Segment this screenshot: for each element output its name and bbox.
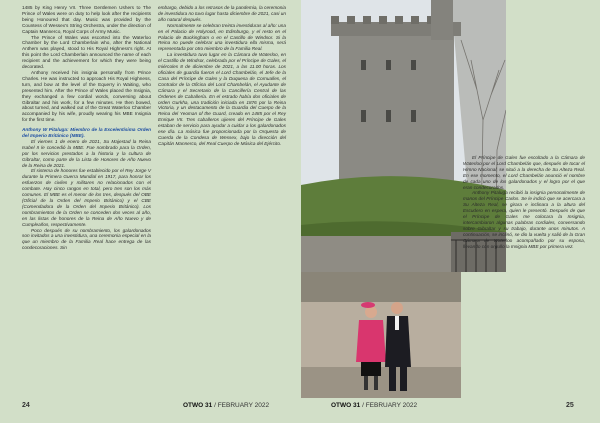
paragraph: El Príncipe de Gales fue escoltado a la Cámara de Waterloo por el Lord Chambelán que, después de tocar el Himno Nacional, se situó a la derecha de Su Alteza Real. En ese momento, el Lord Chambelán anunció el nombre de cada uno de los galardonados y el logro por el que eran condecorados. bbox=[463, 155, 585, 190]
left-column-1 bbox=[22, 5, 151, 251]
left-column-2 bbox=[158, 5, 286, 147]
couple-photo bbox=[301, 272, 461, 398]
paragraph: El sistema de honores fue establecido por el Rey Jorge V durante la Primera Guerra Mundial en 1917, para honrar los esfuerzos de civiles y militares no relacionados con el combate. Hay cinco rangos en total, pero tres son los más comunes. El MBE es el menor de los tres, después del OBE (Oficial de la Orden del Imperio Británico) y el CBE (Comendadora de la Orden del Imperio Británico). Los nombramientos de la Orden se conceden dos veces al año, en las listas de honores de la Reina de Año Nuevo y de Cumpleaños, respectivamente. bbox=[22, 168, 151, 227]
paragraph: Poco después de su nombramiento, los galardonados son invitados a una investidura, una ceremonia especial en la que un miembro de la Familia Real hace entrega de las condecoraciones. Sin bbox=[22, 227, 151, 251]
right-column bbox=[463, 155, 585, 250]
magazine-name: OTWO 31 bbox=[183, 402, 213, 409]
paragraph: Normalmente se celebran treinta investiduras al año: una en el Palacio de Holyrood, en Edimburgo, y el resto en el Palacio de Buckingham o en el Castillo de Windsor. Si la Reina no puede celebrar una investidura ella misma, será representada por otro miembro de la Familia Real. bbox=[158, 22, 286, 52]
footer-page-number-right: 25 bbox=[566, 402, 574, 409]
right-page bbox=[301, 0, 600, 423]
footer-magazine-left bbox=[183, 402, 269, 409]
paragraph: 1485 by King Henry VII. Three Gentlemen Ushers to The Prince of Wales were on duty to help look after the recipients being Honoured that day. Music was provided by the Countess of Wessex's String Orchestra, under the direction of Captain Mannerco, Royal Corps of Army Music. bbox=[22, 5, 151, 34]
paragraph: Anthony Pitaluga recibió la insignia personalmente de manos del Príncipe Carlos. Se le indicó que se acercara a Su Alteza Real, se girara e inclinara a la altura del Escudero en espera, quien le presentó. Después de que el Príncipe de Gales me colocara la Insignia, intercambiaron algunas palabras cordiales, conversando sobre Gibraltar y su trabajo, durante unos minutos. A continuación, se inclinó, se dio la vuelta y salió de la Gran Cámara de Waterloo acompañado por su esposa, llevando con orgullo la Insignia MBE por primera vez. bbox=[463, 190, 585, 249]
paragraph: The Prince of Wales was escorted into the Waterloo Chamber by the Lord Chamberlain who, after the National Anthem was played, stood to His Royal Highness's right. At this point the Lord Chamberlain announced the name of each recipient and the achievement for which they were being decorated. bbox=[22, 34, 151, 70]
footer-page-number-left: 24 bbox=[22, 402, 30, 409]
paragraph: embargo, debido a los retrasos de la pandemia, la ceremonia de investidura no tuvo lugar hasta diciembre de 2021, casi un año natural después. bbox=[158, 5, 286, 22]
magazine-date: / FEBRUARY 2022 bbox=[214, 402, 270, 409]
magazine-date: / FEBRUARY 2022 bbox=[362, 402, 418, 409]
magazine-name: OTWO 31 bbox=[331, 402, 361, 409]
paragraph: Anthony received his insignia personally from Prince Charles. He was instructed to approach His Royal Highness, turn, and bow at the level of the Equerry in Waiting, who presented him. After the Prince of Wales placed the Insignia, they exchanged a few cordial words, conversing about Gibraltar and his work, for a few minutes. He then bowed, about turned, and walked out of the Great Waterloo Chamber accompanied by his wife, proudly wearing his MBE Insignia for the first time. bbox=[22, 69, 151, 123]
paragraph: El viernes 1 de enero de 2021, Su Majestad la Reina Isabel II le concedió la MBE. Fue nombrado para la Orden, por los servicios prestados a la historia y la cultura de Gibraltar, como parte de la Lista de Honores de Año Nuevo de la Reina de 2021. bbox=[22, 138, 151, 168]
paragraph: La investidura tuvo lugar en la Cámara de Waterloo, en el Castillo de Windsor, celebrada por el Príncipe de Gales, el miércoles 8 de diciembre de 2021, a las 11.00 horas. Los oficiales de guardia fueron el Lord Chambelán, el Jefe de la Casa del Príncipe de Gales y la Duquesa de Cornualles, el Contralor de la Oficina del Lord Chambelán, el Ayudante de Cámara y el Secretario de la Cancillería Central de las Órdenes de Caballería. En el estrado había dos oficiales de orden Gurkha, una tradición iniciada en 1876 por la Reina Victoria, y un destacamento de la Guardia del Cuerpo de la Reina del Yeoman of the Guard, creado en 1485 por el Rey Enrique VII. Tres caballeros ujieres del Príncipe de Gales estaban de servicio para ayudar a cuidar a los galardonados ese día. La música fue proporcionada por la Orquesta de Cuerda de la Condesa de Wessex, bajo la dirección del Capitán Mannerco, del Real Cuerpo de Música del Ejército. bbox=[158, 52, 286, 146]
spanish-heading: Anthony W Pitaluga: Miembro de la Excelentísima Orden del Imperio Británico (MBE). bbox=[22, 127, 151, 139]
footer-magazine-right bbox=[331, 402, 417, 409]
